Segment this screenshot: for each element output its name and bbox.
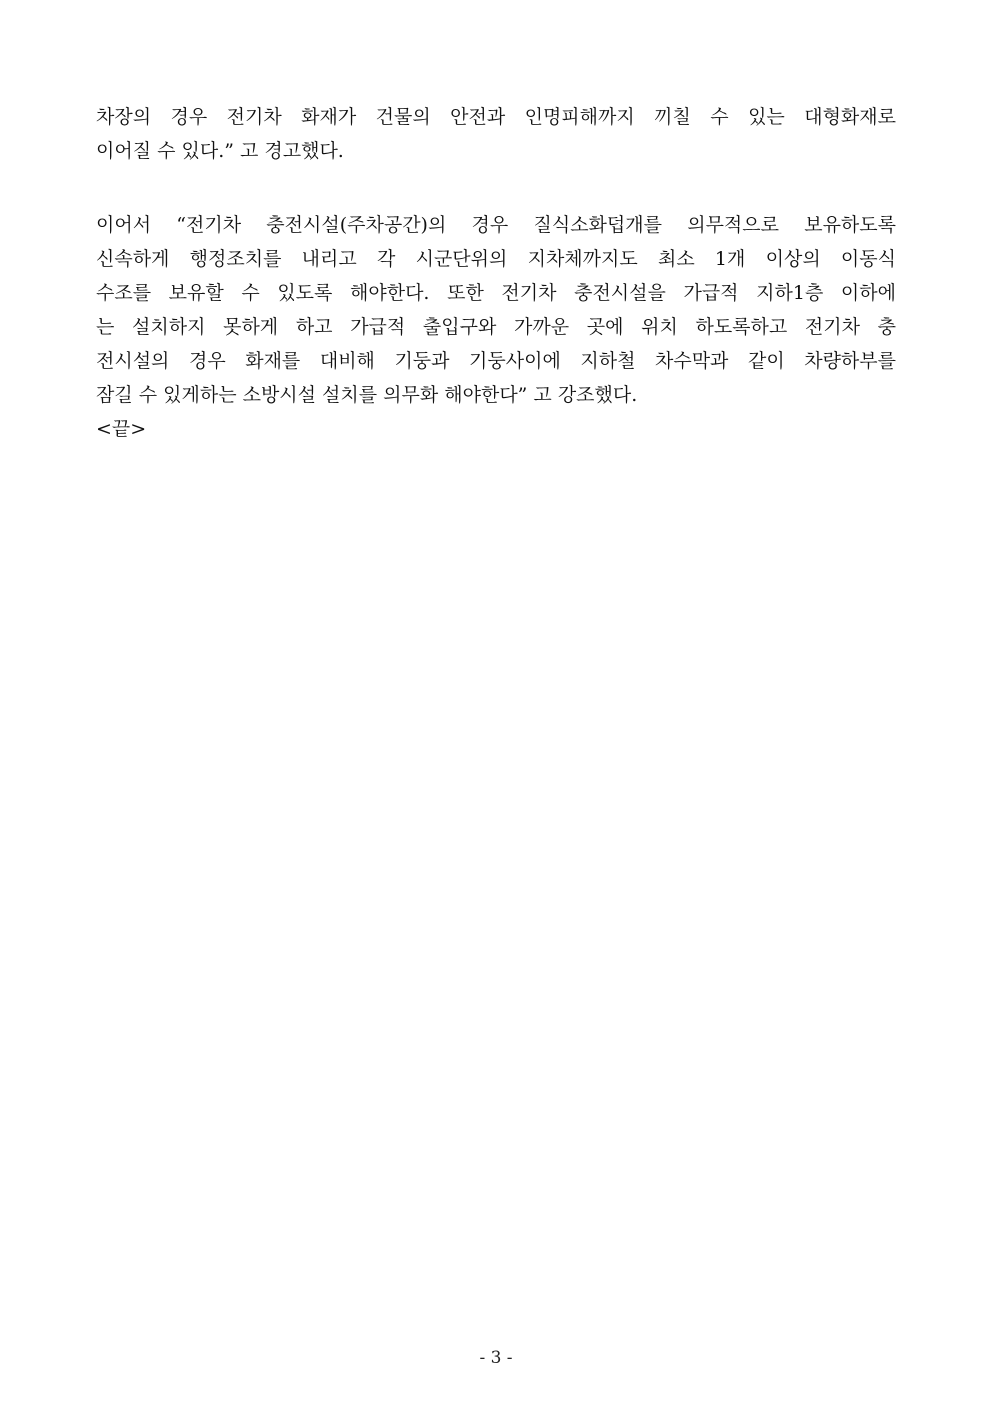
text-line: 이어질 수 있다.” 고 경고했다.	[96, 140, 344, 162]
page-number: - 3 -	[479, 1348, 513, 1368]
text-line: 신속하게 행정조치를 내리고 각 시군단위의 지차체까지도 최소 1개 이상의 이동식	[96, 248, 896, 270]
text-line: 이어서 “전기차 충전시설(주차공간)의 경우 질식소화덥개를 의무적으로 보유하도록	[96, 214, 896, 236]
text-line: 차장의 경우 전기차 화재가 건물의 안전과 인명피해까지 끼칠 수 있는 대형화재로	[96, 106, 896, 128]
text-line: 수조를 보유할 수 있도록 해야한다. 또한 전기차 충전시설을 가급적 지하1층 이하에	[96, 282, 896, 304]
text-line: 잠길 수 있게하는 소방시설 설치를 의무화 해야한다” 고 강조했다.	[96, 384, 638, 406]
paragraph-1	[96, 100, 896, 168]
paragraph-spacer	[96, 168, 896, 208]
end-mark-container	[96, 412, 896, 446]
text-line: 전시설의 경우 화재를 대비해 기둥과 기둥사이에 지하철 차수막과 같이 차량하부를	[96, 350, 896, 372]
paragraph-2	[96, 208, 896, 412]
text-line: 는 설치하지 못하게 하고 가급적 출입구와 가까운 곳에 위치 하도록하고 전기차 충	[96, 316, 896, 338]
end-mark: <끝>	[96, 418, 147, 440]
document-body	[96, 100, 896, 446]
